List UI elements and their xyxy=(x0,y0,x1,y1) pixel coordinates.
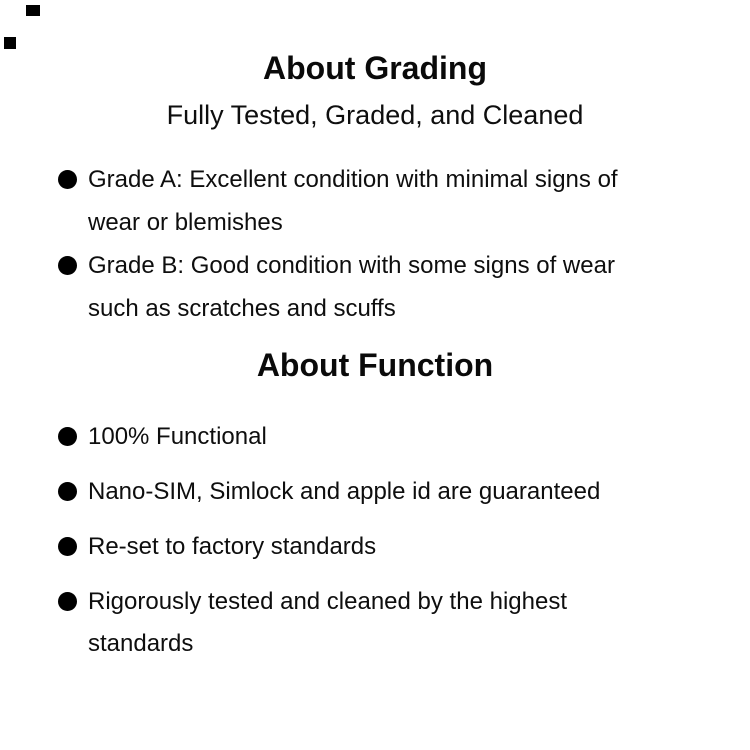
grading-section-title: About Grading xyxy=(263,50,487,86)
bullet-icon xyxy=(58,592,77,611)
function-list xyxy=(58,416,698,665)
list-item-line: such as scratches and scuffs xyxy=(88,295,396,322)
bullet-icon xyxy=(58,427,77,446)
corner-artifact-mark-2 xyxy=(4,37,16,49)
list-item xyxy=(58,416,698,458)
list-item xyxy=(58,158,698,244)
corner-artifact-mark-1 xyxy=(26,5,40,16)
list-item-line: Re-set to factory standards xyxy=(88,533,377,560)
bullet-icon xyxy=(58,170,77,189)
list-item xyxy=(58,244,698,330)
list-item-line: Grade A: Excellent condition with minimal signs of xyxy=(88,166,618,193)
list-item-line: Grade B: Good condition with some signs of wear xyxy=(88,252,615,279)
list-item xyxy=(58,526,698,568)
grading-section-subtitle: Fully Tested, Graded, and Cleaned xyxy=(166,100,584,130)
list-item-line: Nano-SIM, Simlock and apple id are guaranteed xyxy=(88,478,601,505)
list-item-line: Rigorously tested and cleaned by the highest xyxy=(88,588,567,615)
function-section-title: About Function xyxy=(256,347,494,383)
list-item xyxy=(58,581,698,665)
list-item-line: 100% Functional xyxy=(88,423,267,450)
bullet-icon xyxy=(58,256,77,275)
bullet-icon xyxy=(58,482,77,501)
list-item-line: standards xyxy=(88,630,194,657)
list-item-line: wear or blemishes xyxy=(88,209,283,236)
bullet-icon xyxy=(58,537,77,556)
list-item xyxy=(58,471,698,513)
grading-list xyxy=(58,158,698,330)
